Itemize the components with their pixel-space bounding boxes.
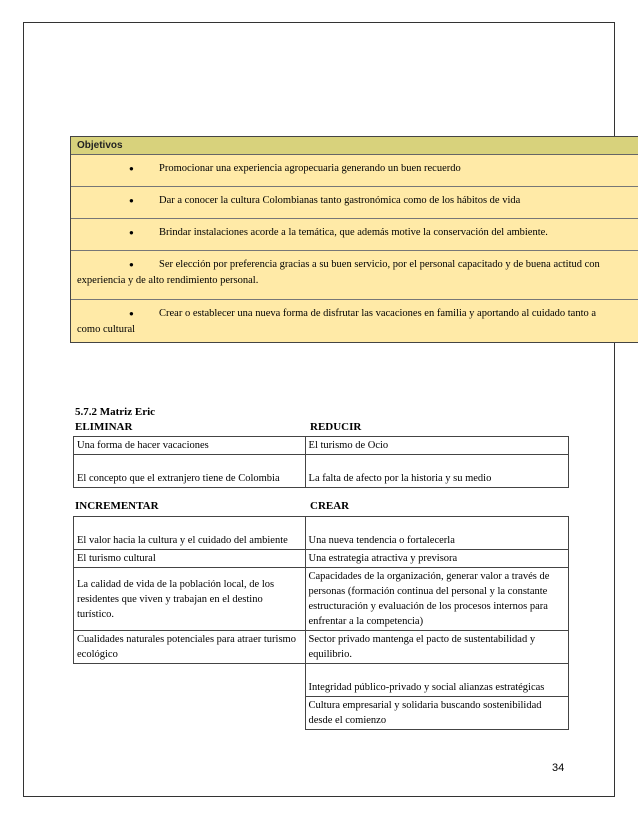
incrementar-cell: La calidad de vida de la población local, de los residentes que viven y trabajan en el destino turístico. bbox=[74, 568, 306, 631]
bullet-icon: ● bbox=[129, 228, 134, 237]
objective-text-cont: como cultural bbox=[77, 324, 136, 335]
crear-cell: Capacidades de la organización, generar valor a través de personas (formación continua del personal y la constante estructuración y evaluación de los procesos internos para enfrentar a la competencia) bbox=[305, 568, 568, 631]
objective-text: Crear o establecer una nueva forma de disfrutar las vacaciones en familia y aportando al cuidado tanto a bbox=[159, 308, 597, 319]
crear-cell: Cultura empresarial y solidaria buscando sostenibilidad desde el comienzo bbox=[305, 697, 568, 730]
incrementar-cell: El turismo cultural bbox=[74, 550, 306, 568]
objective-row bbox=[71, 155, 638, 187]
eliminar-title: ELIMINAR bbox=[75, 421, 133, 433]
objective-row bbox=[71, 300, 638, 343]
objective-text: Brindar instalaciones acorde a la temática, que además motive la conservación del ambiente. bbox=[159, 227, 548, 238]
objective-text: Dar a conocer la cultura Colombianas tanto gastronómica como de los hábitos de vida bbox=[159, 195, 521, 206]
crear-cell: Integridad público-privado y social alianzas estratégicas bbox=[305, 664, 568, 697]
eliminar-cell: Una forma de hacer vacaciones bbox=[74, 437, 306, 455]
objective-text: Ser elección por preferencia gracias a su buen servicio, por el personal capacitado y de buena actitud con bbox=[159, 259, 600, 270]
incrementar-cell: Cualidades naturales potenciales para atraer turismo ecológico bbox=[74, 631, 306, 664]
objective-text-cont: experiencia y de alto rendimiento personal. bbox=[77, 275, 259, 286]
objectives-table bbox=[70, 136, 638, 343]
page-number: 34 bbox=[552, 762, 565, 774]
objective-row bbox=[71, 251, 638, 300]
crear-cell: Sector privado mantenga el pacto de sustentabilidad y equilibrio. bbox=[305, 631, 568, 664]
bullet-icon: ● bbox=[129, 309, 134, 318]
crear-title: CREAR bbox=[310, 500, 350, 512]
incrementar-title: INCREMENTAR bbox=[75, 500, 159, 512]
section-title: 5.7.2 Matriz Eric bbox=[75, 406, 156, 418]
reducir-title: REDUCIR bbox=[310, 421, 362, 433]
bullet-icon: ● bbox=[129, 260, 134, 269]
objective-row bbox=[71, 219, 638, 251]
incrementar-cell: El valor hacia la cultura y el cuidado del ambiente bbox=[74, 517, 306, 550]
objective-text: Promocionar una experiencia agropecuaria generando un buen recuerdo bbox=[159, 163, 461, 174]
crear-cell: Una estrategia atractiva y previsora bbox=[305, 550, 568, 568]
objective-row bbox=[71, 187, 638, 219]
empty-cell bbox=[74, 664, 306, 697]
matrix-table-top bbox=[73, 436, 569, 488]
bullet-icon: ● bbox=[129, 164, 134, 173]
crear-cell: Una nueva tendencia o fortalecerla bbox=[305, 517, 568, 550]
eliminar-cell: El concepto que el extranjero tiene de Colombia bbox=[74, 455, 306, 488]
matrix-table-bottom bbox=[73, 516, 569, 730]
objectives-header: Objetivos bbox=[71, 137, 638, 155]
empty-cell bbox=[74, 697, 306, 730]
bullet-icon: ● bbox=[129, 196, 134, 205]
reducir-cell: La falta de afecto por la historia y su medio bbox=[305, 455, 568, 488]
reducir-cell: El turismo de Ocio bbox=[305, 437, 568, 455]
